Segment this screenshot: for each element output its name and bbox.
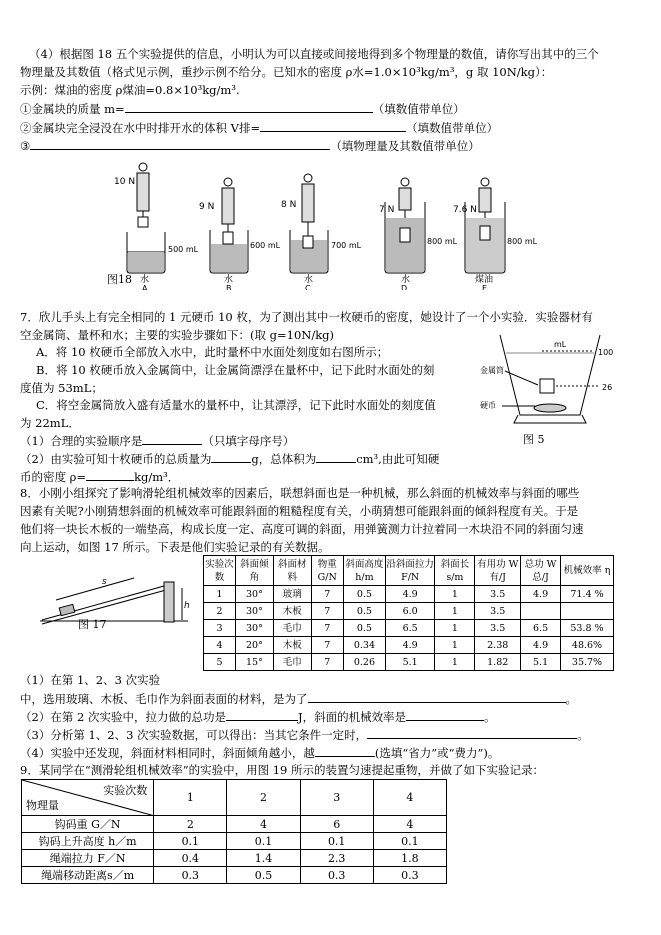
beaker-d-letter: D xyxy=(401,284,408,290)
q8-cell: 30° xyxy=(235,603,273,620)
q4-example: 示例：煤油的密度 ρ煤油=0.8×10³kg/m³. xyxy=(20,83,240,97)
q9-cell: 6 xyxy=(300,816,373,833)
q8-header-cell: 机械效率 η xyxy=(561,556,614,586)
q8-line1: 8．小刚小组探究了影响滑轮组机械效率的因素后，联想斜面也是一种机械，那么斜面的机械效率与斜面的哪些 xyxy=(20,486,580,500)
q8-cell: 3.5 xyxy=(475,586,521,603)
q7-line2: 空金属筒、量杯和水；主要的实验步骤如下：(取 g=10N/kg) xyxy=(20,328,335,342)
q7-sub2-density xyxy=(20,468,179,485)
q8-header-cell: 斜面倾角 xyxy=(235,556,273,586)
q8-header-cell: 斜面材料 xyxy=(273,556,311,586)
q8-cell: 0.5 xyxy=(343,603,385,620)
q9-row-label: 绳端拉力 F／N xyxy=(22,850,154,867)
q9-row-label: 绳端移动距离s／m xyxy=(22,867,154,884)
q8-cell: 1 xyxy=(435,586,475,603)
q8-cell: 5.1 xyxy=(385,654,434,671)
table-row xyxy=(204,603,614,620)
q8-cell: 4.9 xyxy=(521,637,561,654)
figure-5 xyxy=(480,333,640,433)
q8-cell: 木板 xyxy=(273,603,311,620)
q8-cell: 2 xyxy=(204,603,236,620)
figure-17-s: s xyxy=(102,577,107,587)
q8-cell: 3.5 xyxy=(475,620,521,637)
q8-cell: 4.9 xyxy=(385,637,434,654)
q9-diagonal-header xyxy=(22,780,154,816)
q8-header-cell: 总功 W总/J xyxy=(521,556,561,586)
q9-cell: 2 xyxy=(154,816,227,833)
q4-item1-blank[interactable] xyxy=(125,100,373,113)
figure-5-mark-bottom: 26 xyxy=(602,383,613,392)
q7-sub2 xyxy=(20,450,439,467)
q8-cell: 4.9 xyxy=(385,586,434,603)
q8-efficiency-blank[interactable] xyxy=(406,708,484,721)
q8-cell: 1 xyxy=(435,654,475,671)
beaker-e-force: 7.6 N xyxy=(453,205,477,215)
q9-column-header: 1 xyxy=(154,780,227,816)
q8-sub2: （2）在第 2 次实验中，拉力做的总功是 J，斜面的机械效率是 。 xyxy=(20,710,496,724)
q9-intro: 9．某同学在“测滑轮组机械效率”的实验中，用图 19 所示的装置匀速提起重物，并做了如下实验记录： xyxy=(20,763,545,777)
q9-header-top: 实验次数 xyxy=(103,784,148,797)
q8-sub1-text: 中，选用玻璃、木板、毛巾作为斜面表面的材料，是为了 xyxy=(20,692,308,706)
q8-sub2-text-b: J，斜面的机械效率是 xyxy=(297,710,407,724)
figure-18-caption: 图18 xyxy=(107,273,132,286)
q9-header-left: 物理量 xyxy=(26,799,59,812)
q4-item1-label: ①金属块的质量 m= xyxy=(20,102,125,116)
q7-step-c1: C．将空金属筒放入盛有适量水的量杯中，让其漂浮，记下此时水面处的刻度值 xyxy=(36,398,436,412)
q8-header-cell: 有用功 W有/J xyxy=(475,556,521,586)
q8-header-cell: 沿斜面拉力 F/N xyxy=(385,556,434,586)
q7-sub1-text: （1）合理的实验顺序是 xyxy=(20,434,143,448)
beaker-d-volume: 800 mL xyxy=(427,237,458,246)
q4-item3-blank[interactable] xyxy=(30,137,330,150)
q9-column-header: 4 xyxy=(373,780,446,816)
beaker-d-liquid: 水 xyxy=(401,275,411,285)
q4-item2-hint: （填数值带单位） xyxy=(406,121,499,135)
q8-cell: 7 xyxy=(311,586,343,603)
q8-table xyxy=(203,555,614,671)
q9-cell: 0.1 xyxy=(154,833,227,850)
q9-cell: 0.1 xyxy=(227,833,300,850)
q8-header-cell: 斜面高度 h/m xyxy=(343,556,385,586)
beaker-c-letter: C xyxy=(305,284,311,290)
q7-density-blank[interactable] xyxy=(86,468,134,481)
beaker-e-liquid: 煤油 xyxy=(475,275,494,285)
beaker-a-volume: 500 mL xyxy=(168,245,199,254)
figure-5-caption: 图 5 xyxy=(523,433,545,446)
q8-sub1-blank[interactable] xyxy=(308,690,566,703)
q7-sub2-text-b: g，总体积为 xyxy=(251,452,317,466)
q8-cell: 20° xyxy=(235,637,273,654)
q4-intro-line1: （4）根据图 18 五个实验提供的信息，小明认为可以直接或间接地得到多个物理量的数值，请你写出其中的三个 xyxy=(29,47,599,61)
q4-item3-label: ③ xyxy=(20,139,31,153)
q8-cell: 5.1 xyxy=(521,654,561,671)
q7-sub1 xyxy=(20,432,294,449)
q8-header-cell: 实验次数 xyxy=(204,556,236,586)
q7-sub2-text-c: cm³,由此可知硬 xyxy=(356,452,440,466)
q8-cell: 53.8 % xyxy=(561,620,614,637)
q7-step-a: A．将 10 枚硬币全部放入水中，此时量杯中水面处刻度如右图所示； xyxy=(36,345,389,359)
q4-intro-line2: 物理量及其数值（格式见示例，重抄示例不给分。已知水的密度 ρ水=1.0×10³kg/m³，g 取 10N/kg）： xyxy=(20,65,553,79)
q8-blank-cell[interactable] xyxy=(561,603,614,620)
q8-cell: 7 xyxy=(311,620,343,637)
q8-line2: 因素有关呢?小刚猜想斜面的机械效率可能跟斜面的粗糙程度有关，小萌猜想可能跟斜面的倾斜程度有关。于是 xyxy=(20,504,579,518)
q7-step-b2: 度值为 53mL； xyxy=(20,381,103,395)
q8-sub1: 中，选用玻璃、木板、毛巾作为斜面表面的材料，是为了 。 xyxy=(20,692,577,706)
figure-18 xyxy=(100,160,560,290)
q4-item3 xyxy=(20,137,480,154)
q8-cell: 6.0 xyxy=(385,603,434,620)
q9-cell: 1.4 xyxy=(227,850,300,867)
q4-item2-label: ②金属块完全浸没在水中时排开水的体积 V排= xyxy=(20,121,261,135)
q8-line4: 向上运动，如图 17 所示。下表是他们实验记录的有关数据。 xyxy=(20,540,330,554)
q9-cell: 0.5 xyxy=(227,867,300,884)
q8-cell: 1.82 xyxy=(475,654,521,671)
figure-17 xyxy=(38,566,198,626)
figure-5-can-label: 金属筒 xyxy=(480,366,504,375)
q9-row-label: 钩码上升高度 h／m xyxy=(22,833,154,850)
table-row xyxy=(22,867,447,884)
q4-item1-hint: （填数值带单位） xyxy=(372,102,465,116)
q7-line1: 7．欣儿手头上有完全相同的 1 元硬币 10 枚，为了测出其中一枚硬币的密度，她设计了一个小实验．实验器材有 xyxy=(20,310,593,324)
q8-cell: 35.7% xyxy=(561,654,614,671)
q8-cell: 71.4 % xyxy=(561,586,614,603)
q8-cell: 3.5 xyxy=(475,603,521,620)
q8-cell: 3 xyxy=(204,620,236,637)
figure-5-mark-top: 100 xyxy=(598,348,614,357)
figure-17-h: h xyxy=(184,601,190,611)
q8-cell: 48.6% xyxy=(561,637,614,654)
q8-line3: 他们将一块长木板的一端垫高，构成长度一定、高度可调的斜面，用弹簧测力计拉着同一木块沿不同的斜面匀速 xyxy=(20,522,584,536)
q8-cell: 30° xyxy=(235,586,273,603)
beaker-b-force: 9 N xyxy=(199,202,215,212)
q8-cell: 玻璃 xyxy=(273,586,311,603)
beaker-b-letter: B xyxy=(226,284,232,290)
q8-cell: 毛巾 xyxy=(273,620,311,637)
q4-item1 xyxy=(20,100,465,117)
q8-cell: 0.26 xyxy=(343,654,385,671)
q8-sub3: （3）分析第 1、2、3 次实验数据，可以得出：当其它条件一定时， 。 xyxy=(20,728,589,742)
q9-cell: 0.1 xyxy=(300,833,373,850)
q8-cell: 2.38 xyxy=(475,637,521,654)
table-row xyxy=(204,586,614,603)
beaker-d-force: 7 N xyxy=(379,205,395,215)
table-row xyxy=(22,833,447,850)
q8-cell: 7 xyxy=(311,603,343,620)
table-row xyxy=(204,654,614,671)
q9-column-header: 2 xyxy=(227,780,300,816)
q8-cell: 木板 xyxy=(273,637,311,654)
q9-cell: 0.3 xyxy=(373,867,446,884)
q8-cell: 毛巾 xyxy=(273,654,311,671)
q9-row-label: 钩码重 G／N xyxy=(22,816,154,833)
q8-header-cell: 斜面长 s/m xyxy=(435,556,475,586)
q7-sub2-text-d: 币的密度 ρ= xyxy=(20,470,87,484)
q4-item2-blank[interactable] xyxy=(260,119,406,132)
figure-17-caption: 图 17 xyxy=(78,618,107,631)
q8-sub3-blank[interactable] xyxy=(367,726,577,739)
q7-sub1-blank[interactable] xyxy=(142,432,202,445)
q8-sub3-text: （3）分析第 1、2、3 次实验数据，可以得出：当其它条件一定时， xyxy=(20,728,368,742)
q9-cell: 1.8 xyxy=(373,850,446,867)
beaker-b-liquid: 水 xyxy=(224,275,234,285)
q8-cell: 0.5 xyxy=(343,620,385,637)
q8-cell: 1 xyxy=(435,637,475,654)
q4-item3-hint: （填物理量及其数值带单位） xyxy=(330,139,480,153)
q8-cell: 7 xyxy=(311,654,343,671)
q7-volume-blank[interactable] xyxy=(316,450,356,463)
q9-column-header: 3 xyxy=(300,780,373,816)
q9-cell: 4 xyxy=(373,816,446,833)
q8-sub1-a: （1）在第 1、2、3 次实验 xyxy=(20,673,161,687)
q8-cell: 30° xyxy=(235,620,273,637)
q4-item2 xyxy=(20,119,498,136)
q9-cell: 0.3 xyxy=(300,867,373,884)
figure-5-coin-label: 硬币 xyxy=(480,401,496,410)
beaker-a-liquid: 水 xyxy=(140,275,150,285)
q8-cell: 1 xyxy=(435,603,475,620)
q8-table-header xyxy=(204,556,614,586)
q9-cell: 0.4 xyxy=(154,850,227,867)
q8-sub4-blank[interactable] xyxy=(315,744,375,757)
q7-sub1-hint: （只填字母序号） xyxy=(202,434,295,448)
q9-cell: 2.3 xyxy=(300,850,373,867)
q8-blank-cell[interactable] xyxy=(521,603,561,620)
table-row xyxy=(22,816,447,833)
beaker-b-volume: 600 mL xyxy=(250,241,281,250)
q8-cell: 4.9 xyxy=(521,586,561,603)
beaker-a-letter: A xyxy=(142,284,148,290)
beaker-a-force: 10 N xyxy=(114,177,136,187)
q8-header-cell: 物重 G/N xyxy=(311,556,343,586)
beaker-c-force: 8 N xyxy=(281,200,297,210)
q8-cell: 5 xyxy=(204,654,236,671)
q9-cell: 0.1 xyxy=(373,833,446,850)
q8-sub4-text-a: （4）实验中还发现，斜面材料相同时，斜面倾角越小，越 xyxy=(20,746,315,760)
q8-cell: 0.34 xyxy=(343,637,385,654)
figure-5-unit: mL xyxy=(554,340,567,349)
q7-step-c2: 为 22mL． xyxy=(20,416,80,430)
beaker-e-letter: E xyxy=(482,284,488,290)
table-row xyxy=(22,850,447,867)
q8-cell: 15° xyxy=(235,654,273,671)
table-row xyxy=(204,620,614,637)
beaker-e-volume: 800 mL xyxy=(507,237,538,246)
q8-cell: 0.5 xyxy=(343,586,385,603)
q8-cell: 1 xyxy=(435,620,475,637)
q8-cell: 6.5 xyxy=(521,620,561,637)
q9-cell: 0.3 xyxy=(154,867,227,884)
q8-cell: 6.5 xyxy=(385,620,434,637)
q9-table xyxy=(21,779,447,884)
q8-sub4-text-b: (选填“省力”或“费力”)。 xyxy=(374,746,500,760)
q9-cell: 4 xyxy=(227,816,300,833)
q7-sub2-text-e: kg/m³． xyxy=(134,470,180,484)
q8-sub4 xyxy=(20,744,499,761)
q7-mass-blank[interactable] xyxy=(211,450,251,463)
q8-sub2-text-a: （2）在第 2 次实验中，拉力做的总功是 xyxy=(20,710,226,724)
q8-cell: 7 xyxy=(311,637,343,654)
q8-cell: 4 xyxy=(204,637,236,654)
q8-total-work-blank[interactable] xyxy=(226,708,298,721)
beaker-c-liquid: 水 xyxy=(304,275,314,285)
q8-cell: 1 xyxy=(204,586,236,603)
q7-step-b1: B．将 10 枚硬币放入金属筒中，让金属筒漂浮在量杯中，记下此时水面处的刻 xyxy=(36,363,435,377)
q7-sub2-text-a: （2）由实验可知十枚硬币的总质量为 xyxy=(20,452,212,466)
beaker-c-volume: 700 mL xyxy=(331,241,362,250)
q9-table-header xyxy=(22,780,447,816)
table-row xyxy=(204,637,614,654)
